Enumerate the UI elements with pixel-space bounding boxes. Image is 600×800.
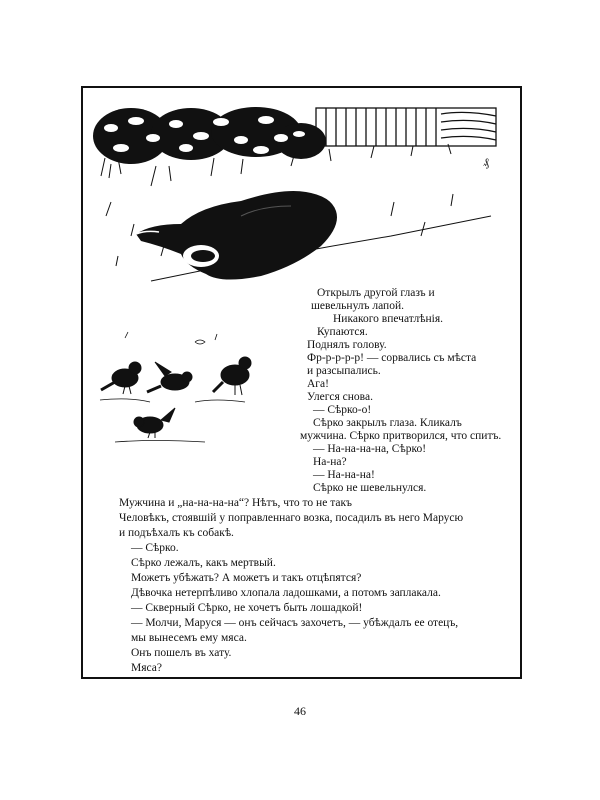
dog-illustration — [91, 106, 512, 296]
text-line: — Молчи, Маруся — онъ сейчасъ захочетъ, — убѣждалъ ее отецъ, — [131, 617, 459, 629]
text-line: Сѣрко не шевельнулся. — [313, 482, 427, 494]
sparrows-illustration — [95, 330, 265, 445]
text-line: — Скверный Сѣрко, не хочетъ быть лошадкой! — [131, 602, 363, 614]
text-line: Онъ пошелъ въ хату. — [131, 647, 232, 659]
text-line: — На-на-на! — [313, 469, 375, 481]
text-line: Дѣвочка нетерпѣливо хлопала ладошками, а потомъ заплакала. — [131, 587, 441, 599]
svg-text:₰: ₰ — [483, 155, 489, 169]
text-line: шевельнулъ лапой. — [311, 300, 404, 312]
text-line: и подъѣхалъ къ собакѣ. — [119, 527, 234, 539]
text-line: — На-на-на-на, Сѣрко! — [313, 443, 427, 455]
text-line: Купаются. — [317, 326, 368, 338]
text-line: Поднялъ голову. — [307, 339, 387, 351]
text-line: Сѣрко закрылъ глаза. Кликалъ — [313, 417, 462, 429]
text-line: Улегся снова. — [307, 391, 373, 403]
text-line: Сѣрко лежалъ, какъ мертвый. — [131, 557, 276, 569]
page-number: 46 — [294, 704, 306, 718]
text-line: Мужчина и „на-на-на-на“? Нѣтъ, что то не такъ — [119, 497, 352, 509]
text-line: мы вынесемъ ему мяса. — [131, 632, 247, 644]
text-line: Человѣкъ, стоявшій у поправленнаго возка, посадилъ въ него Марусю — [119, 512, 464, 524]
text-line: и разсыпались. — [307, 365, 381, 377]
text-line: — Сѣрко-о! — [313, 404, 372, 416]
text-line: На-на? — [313, 456, 347, 468]
text-line: — Сѣрко. — [131, 542, 179, 554]
text-line: Фр-р-р-р-р! — сорвались съ мѣста — [307, 352, 477, 364]
text-line: Открылъ другой глазъ и — [317, 287, 435, 299]
text-line: Мяса? — [131, 662, 162, 674]
text-line: Можетъ убѣжать? А можетъ и такъ отцѣпятся? — [131, 572, 362, 584]
text-line: мужчина. Сѣрко притворился, что спитъ. — [300, 430, 502, 442]
text-line: Никакого впечатлѣнія. — [333, 313, 444, 325]
text-line: Ага! — [307, 378, 329, 390]
